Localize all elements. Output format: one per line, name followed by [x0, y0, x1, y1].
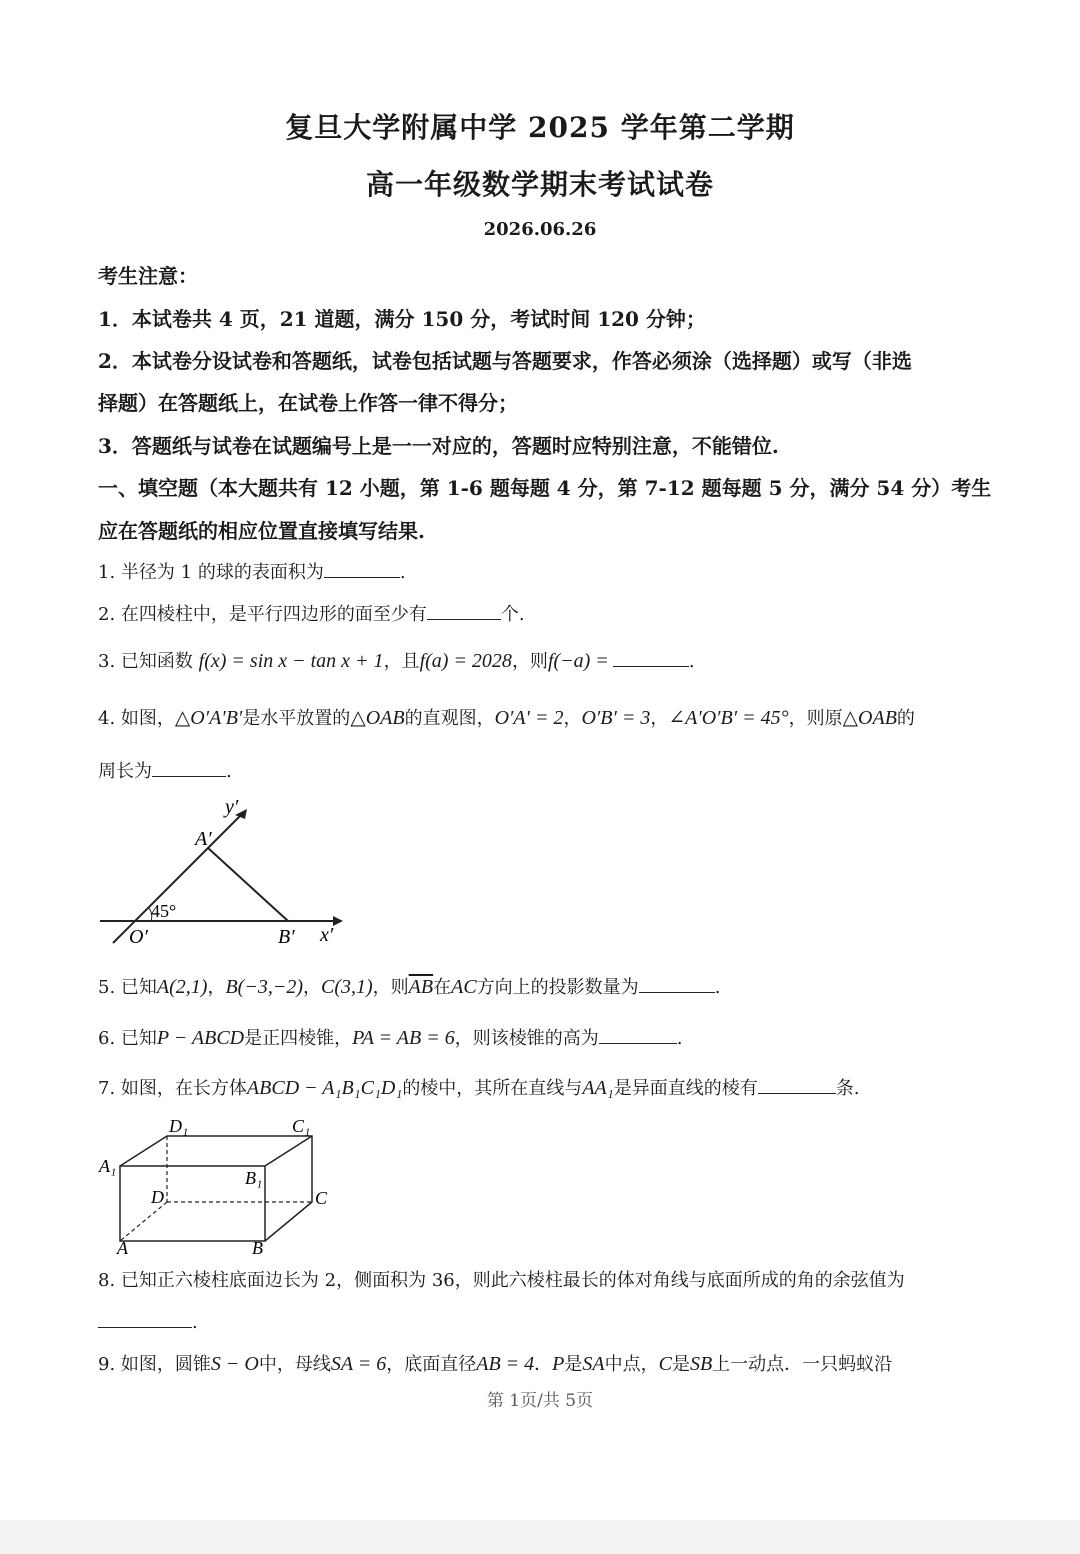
notice-item-1: 1．本试卷共 4 页，21 道题，满分 150 分，考试时间 120 分钟；: [98, 307, 706, 331]
question-number: 6.: [98, 1028, 116, 1049]
formula: SA: [582, 1353, 605, 1375]
vector-ab: $\overline{AB}$: [408, 976, 434, 998]
edge-b1c1: [265, 1136, 312, 1166]
back-edges: [120, 1136, 312, 1241]
edge-ad-hidden: [120, 1202, 167, 1241]
x-axis-arrow-icon: [333, 916, 343, 926]
formula: ∠A′O′B′ = 45°: [668, 707, 789, 729]
question-4: 4. 如图，△O′A′B′是水平放置的△OAB的直观图，O′A′ = 2，O′B′ = 3，∠A′O′B′ = 45°，则原△OAB的: [98, 707, 915, 729]
answer-blank: [324, 561, 400, 578]
question-number: 5.: [98, 977, 116, 998]
notice-heading: 考生注意：: [98, 264, 198, 288]
exam-title-line2: 高一年级数学期末考试试卷: [365, 168, 714, 201]
segment-ab: [208, 848, 288, 921]
formula: S − O: [210, 1353, 259, 1375]
question-2: 2. 在四棱柱中，是平行四边形的面至少有 个.: [98, 604, 525, 625]
question-text: 在四棱柱中，是平行四边形的面至少有: [120, 604, 427, 625]
answer-blank: [427, 603, 501, 620]
front-face: [120, 1166, 265, 1241]
question-number: 3.: [98, 651, 116, 672]
formula: f(−a) =: [547, 650, 609, 672]
formula: SA = 6: [330, 1353, 387, 1375]
answer-blank: [152, 760, 226, 777]
question-9: 9. 如图，圆锥S − O中，母线SA = 6，底面直径AB = 4．P是SA中点，C是SB上一动点．一只蚂蚁沿: [98, 1353, 893, 1375]
question-8: [98, 1266, 905, 1292]
formula: C: [658, 1353, 672, 1375]
label-d1: D₁: [169, 1116, 189, 1136]
formula: f(x) = sin x − tan x + 1: [198, 650, 384, 672]
formula: △OAB: [842, 707, 897, 729]
formula: P: [552, 1353, 565, 1375]
y-axis-label: y′: [225, 796, 239, 818]
label-d: D: [151, 1187, 164, 1207]
formula: P − ABCD: [156, 1027, 245, 1049]
question-text: 已知正六棱柱底面边长为 2，侧面积为 36，则此六棱柱最长的体对角线与底面所成的角的余弦值为: [120, 1270, 905, 1291]
exam-title-line1: 复旦大学附属中学 2025 学年第二学期: [285, 111, 795, 144]
notice-item-3: 3．答题纸与试卷在试题编号上是一一对应的，答题时应特别注意，不能错位.: [98, 434, 779, 458]
label-a1: A₁: [99, 1156, 117, 1176]
exam-date: 2026.06.26: [483, 219, 597, 240]
formula: A(2,1): [156, 976, 208, 998]
question-3: 3. 已知函数 f(x) = sin x − tan x + 1，且f(a) = 2028，则f(−a) = .: [98, 650, 695, 672]
page-footer: 第 1页/共 5页: [486, 1391, 594, 1411]
label-b1: B₁: [245, 1168, 263, 1188]
point-o-label: O′: [129, 926, 148, 948]
answer-blank: [639, 976, 715, 993]
answer-blank: [613, 650, 689, 667]
notice-item-2a: 2．本试卷分设试卷和答题纸，试卷包括试题与答题要求，作答必须涂（选择题）或写（非选: [98, 349, 912, 373]
question-number: 1.: [98, 562, 116, 583]
question-7: 7. 如图，在长方体ABCD − A₁B₁C₁D₁的棱中，其所在直线与AA₁是异面直线的棱有 条.: [98, 1077, 860, 1099]
formula: ABCD − A₁B₁C₁D₁: [246, 1077, 403, 1099]
formula: △O′A′B′: [174, 707, 243, 729]
y-axis: [113, 815, 241, 943]
question-5: 5. 已知A(2,1)，B(−3,−2)，C(3,1)，则$\overline{AB}$在AC方向上的投影数量为 .: [98, 976, 721, 998]
formula: AA₁: [582, 1077, 614, 1099]
formula: PA = AB = 6: [352, 1027, 455, 1049]
formula: B(−3,−2): [225, 976, 303, 998]
formula: C(3,1): [321, 976, 373, 998]
label-a: A: [117, 1238, 128, 1257]
formula: O′A′ = 2: [494, 707, 564, 729]
label-b: B: [252, 1238, 263, 1257]
section-heading-b: 应在答题纸的相应位置直接填写结果.: [98, 519, 425, 543]
question-8-cont: .: [98, 1311, 198, 1333]
angle-label: 45°: [151, 901, 177, 921]
formula: SB: [689, 1353, 713, 1375]
notice-item-2b: 择题）在答题纸上，在试卷上作答一律不得分；: [98, 391, 518, 415]
question-text: 半径为 1 的球的表面积为: [120, 562, 324, 583]
question-number: 7.: [98, 1078, 116, 1099]
question-number: 2.: [98, 604, 116, 625]
label-c: C: [315, 1188, 328, 1208]
point-a-label: A′: [195, 828, 212, 850]
formula: f(a) = 2028: [419, 650, 512, 672]
question-4-cont: 周长为 .: [98, 761, 232, 782]
figure-oblique-triangle: [95, 795, 355, 955]
answer-blank: [98, 1311, 192, 1328]
figure-cuboid: [95, 1112, 345, 1257]
question-number: 4.: [98, 708, 116, 729]
question-number: 9.: [98, 1354, 116, 1375]
answer-blank: [758, 1077, 836, 1094]
answer-blank: [599, 1027, 677, 1044]
x-axis-label: x′: [320, 924, 334, 946]
formula: O′B′ = 3: [581, 707, 651, 729]
point-b-label: B′: [278, 926, 295, 948]
formula: △OAB: [350, 707, 405, 729]
viewer-bottom-bar: [0, 1520, 1080, 1554]
question-6: 6. 已知P − ABCD是正四棱锥，PA = AB = 6，则该棱锥的高为 .: [98, 1027, 683, 1049]
formula: AC: [451, 976, 477, 998]
section-heading-a: 一、填空题（本大题共有 12 小题，第 1-6 题每题 4 分，第 7-12 题每题 5 分，满分 54 分）考生: [98, 476, 992, 500]
label-c1: C₁: [292, 1116, 311, 1136]
question-number: 8.: [98, 1270, 116, 1291]
question-1: 1. 半径为 1 的球的表面积为 .: [98, 562, 406, 583]
formula: AB = 4: [476, 1353, 535, 1375]
